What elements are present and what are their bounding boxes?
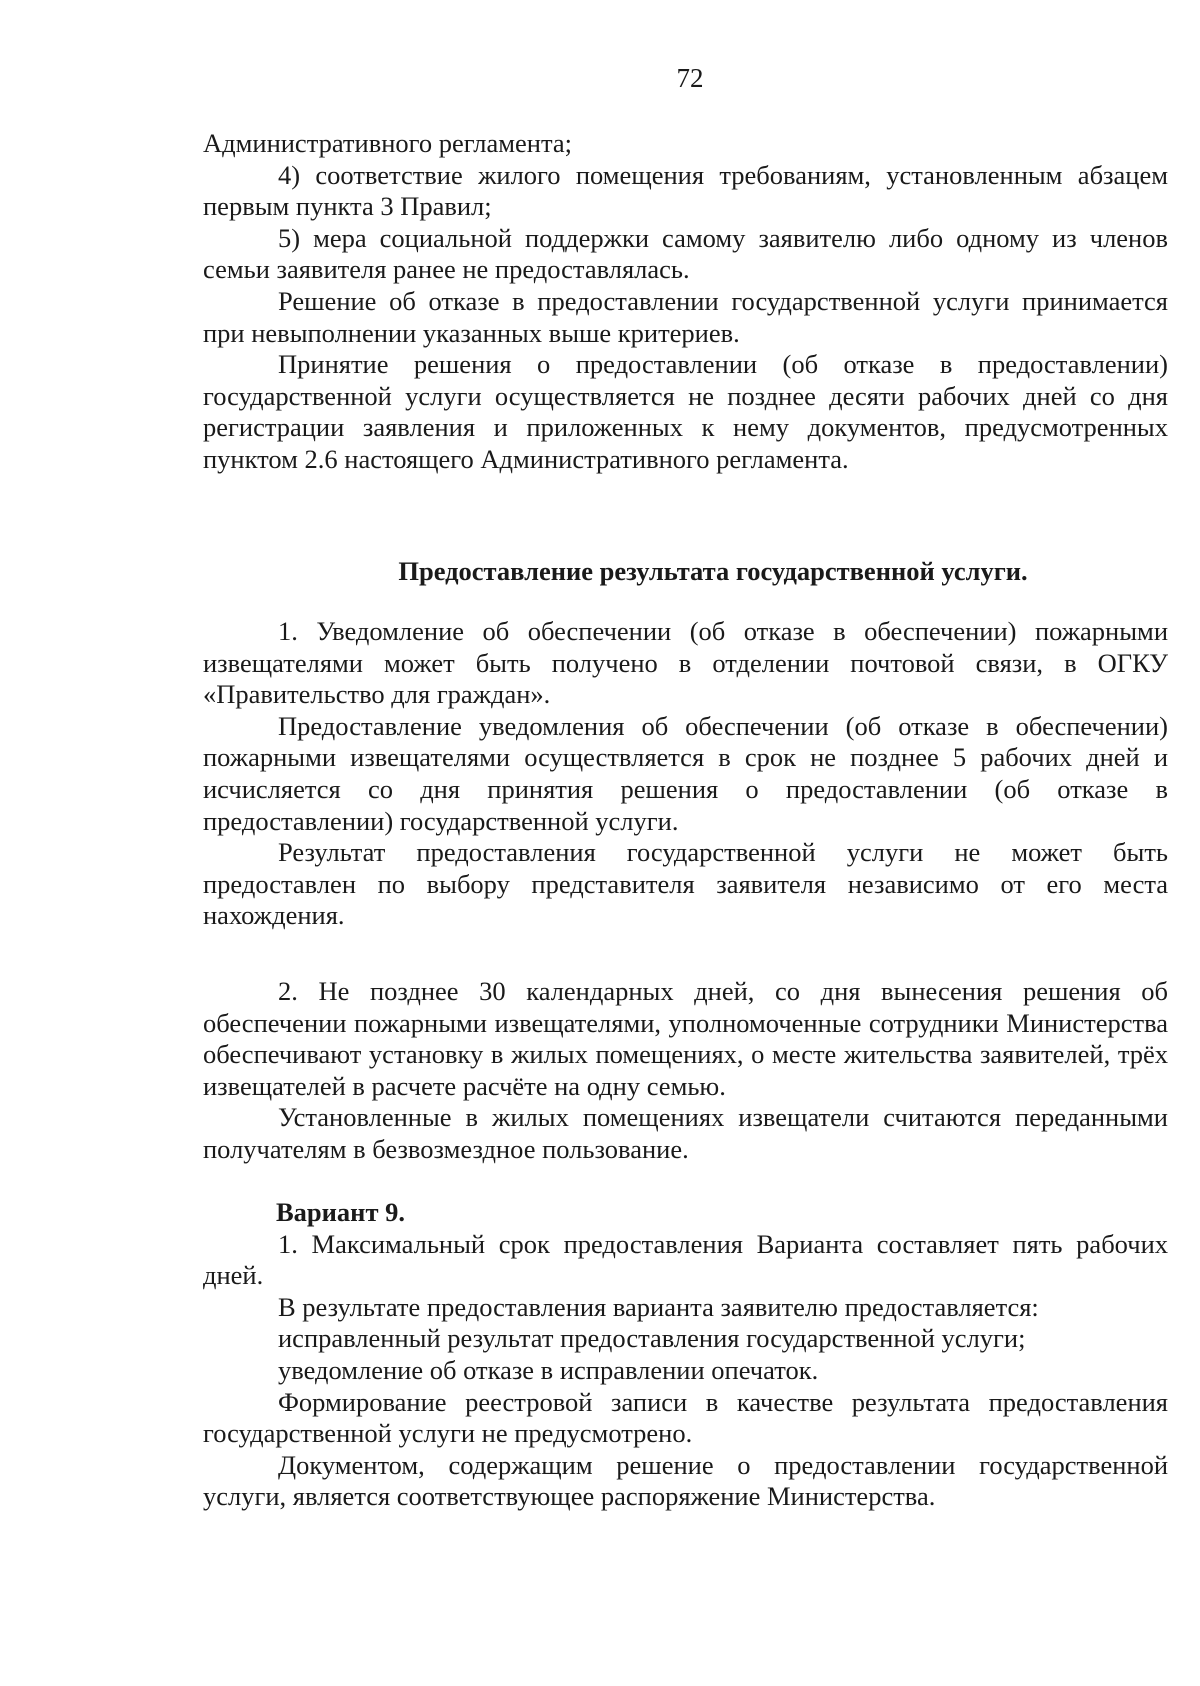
regulation-continuation: Административного регламента; — [203, 128, 572, 158]
refusal-decision-paragraph: Решение об отказе в предоставлении государственной услуги принимается при невыполнении указанных выше критериев. — [203, 285, 1168, 348]
variant-max-term-paragraph: 1. Максимальный срок предоставления Варианта составляет пять рабочих дней. — [203, 1228, 1168, 1291]
registry-record-paragraph: Формирование реестровой записи в качестве результата предоставления государственной услуги не предусмотрено. — [203, 1386, 1168, 1449]
result-section-part2 — [203, 976, 1168, 1166]
section-heading: Предоставление результата государственной услуги. — [398, 556, 1028, 586]
intro-section — [203, 128, 1168, 476]
page-number: 72 — [676, 63, 704, 93]
variant-9-section — [203, 1197, 1168, 1513]
installation-paragraph: 2. Не позднее 30 календарных дней, со дня вынесения решения об обеспечении пожарными извещателями, уполномоченные сотрудники Министерства обеспечивают установку в жилых помещениях, о месте жительства заявителей, трёх извещателей в расчете расчёте на одну семью. — [203, 976, 1168, 1101]
decision-timing-paragraph: Принятие решения о предоставлении (об отказе в предоставлении) государственной услуги осуществляется не позднее десяти рабочих дней со дня регистрации заявления и приложенных к нему документов, предусмотренных пунктом 2.6 настоящего Административного регламента. — [203, 349, 1168, 474]
representative-choice-paragraph: Результат предоставления государственной услуги не может быть предоставлен по выбору представителя заявителя независимо от его места нахождения. — [203, 837, 1168, 931]
variant-heading: Вариант 9. — [276, 1197, 405, 1227]
list-item-4: 4) соответствие жилого помещения требованиям, установленным абзацем первым пункта 3 Правил; — [203, 159, 1168, 222]
variant-result-item-1: исправленный результат предоставления государственной услуги; — [278, 1323, 1026, 1354]
result-section-part1 — [203, 616, 1168, 932]
free-use-paragraph: Установленные в жилых помещениях извещатели считаются переданными получателям в безвозмездное пользование. — [203, 1102, 1168, 1164]
notification-timing-paragraph: Предоставление уведомления об обеспечении (об отказе в обеспечении) пожарными извещателями осуществляется в срок не позднее 5 рабочих дней и исчисляется со дня принятия решения о предоставлении (об отказе в предоставлении) государственной услуги. — [203, 710, 1168, 836]
variant-result-intro: В результате предоставления варианта заявителю предоставляется: — [278, 1291, 1039, 1322]
list-item-5: 5) мера социальной поддержки самому заявителю либо одному из членов семьи заявителя ранее не предоставлялась. — [203, 222, 1168, 285]
variant-result-item-2: уведомление об отказе в исправлении опечаток. — [278, 1354, 819, 1385]
notification-delivery-paragraph: 1. Уведомление об обеспечении (об отказе в обеспечении) пожарными извещателями может быть получено в отделении почтовой связи, в ОГКУ «Правительство для граждан». — [203, 616, 1168, 710]
decision-document-paragraph: Документом, содержащим решение о предоставлении государственной услуги, является соответствующее распоряжение Министерства. — [203, 1449, 1168, 1512]
